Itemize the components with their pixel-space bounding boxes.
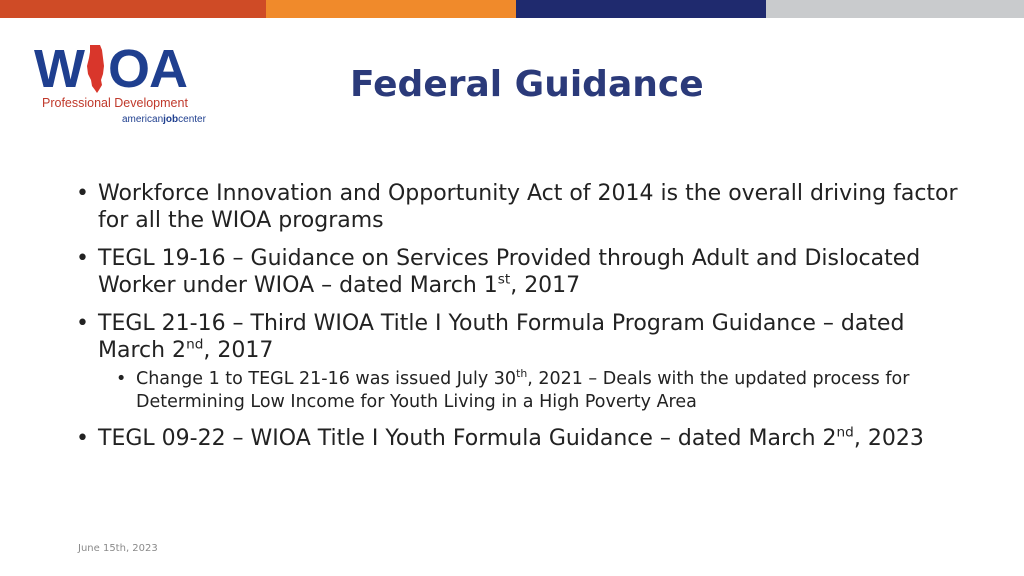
bullet-text: Workforce Innovation and Opportunity Act of 2014 is the overall driving factor for all the WIOA programs — [98, 181, 958, 233]
sub-bullet-text-end: , 2021 – Deals with the updated process for Determining Low Income for Youth Living in a High Poverty Area — [136, 369, 910, 412]
ordinal-suffix: th — [516, 367, 528, 381]
top-bar-segment-orange — [266, 0, 516, 18]
slide-title: Federal Guidance — [350, 64, 704, 105]
footer-date: June 15th, 2023 — [78, 543, 158, 554]
top-bar-segment-navy — [516, 0, 766, 18]
ajc-suffix: center — [178, 114, 206, 125]
ordinal-suffix: nd — [836, 424, 854, 441]
logo-subtitle: Professional Development — [42, 96, 188, 110]
sub-bullet-text: Change 1 to TEGL 21-16 was issued July 30 — [136, 369, 517, 389]
american-job-center-mark — [122, 114, 206, 125]
bullet-item-tegl-19-16 — [76, 245, 976, 299]
bullet-text-end: , 2017 — [510, 273, 581, 298]
bullet-text: TEGL 19-16 – Guidance on Services Provided through Adult and Dislocated Worker under WIOA – dated March 1 — [98, 246, 921, 298]
ajc-bold: job — [163, 114, 179, 125]
bullet-text-end: , 2017 — [203, 338, 274, 363]
sub-bullet-item-change-1 — [116, 368, 976, 414]
top-bar-segment-gray — [766, 0, 1024, 18]
top-color-bar — [0, 0, 1024, 18]
ordinal-suffix: nd — [186, 336, 204, 353]
illinois-state-icon — [86, 44, 106, 94]
bullet-text: TEGL 21-16 – Third WIOA Title I Youth Formula Program Guidance – dated March 2 — [98, 311, 905, 363]
bullet-item-tegl-21-16 — [76, 310, 976, 414]
bullet-item-tegl-09-22 — [76, 425, 976, 452]
ordinal-suffix: st — [497, 271, 511, 288]
bullet-text: TEGL 09-22 – WIOA Title I Youth Formula Guidance – dated March 2 — [98, 426, 837, 451]
slide-body — [76, 180, 976, 463]
logo-letters-oa: OA — [107, 39, 187, 99]
logo-wordmark — [34, 39, 187, 99]
ajc-prefix: american — [122, 114, 164, 125]
wioa-logo — [34, 39, 234, 132]
logo-letter-w: W — [34, 39, 84, 99]
bullet-item-wioa-act — [76, 180, 976, 234]
top-bar-segment-red — [0, 0, 266, 18]
bullet-list — [76, 180, 976, 452]
bullet-text-end: , 2023 — [853, 426, 924, 451]
sub-bullet-list — [98, 368, 976, 414]
